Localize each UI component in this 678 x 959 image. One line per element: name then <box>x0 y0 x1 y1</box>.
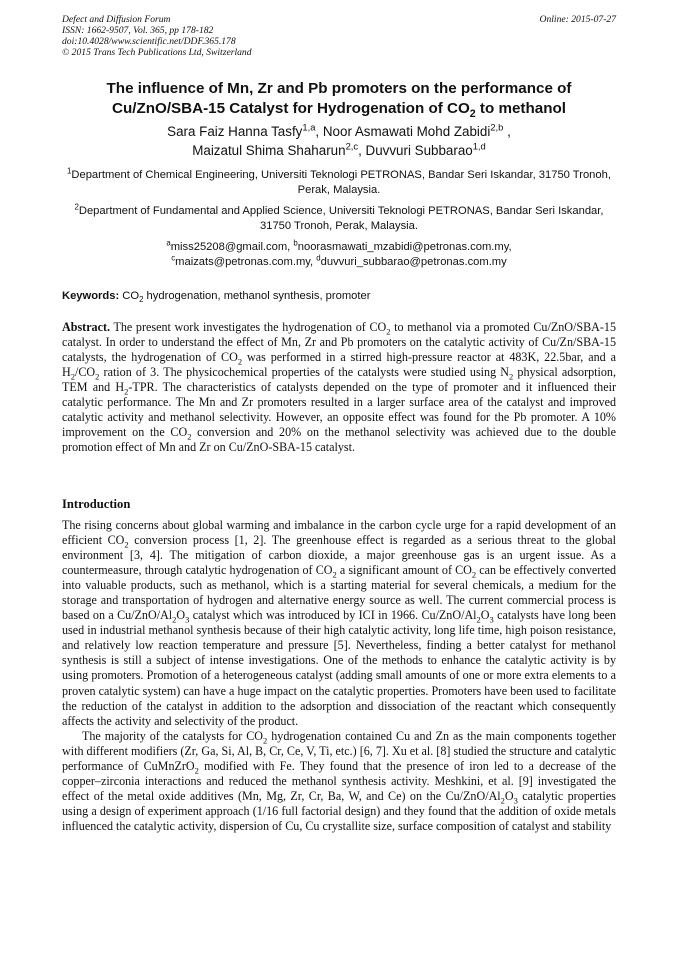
paragraph: The majority of the catalysts for $CO_2$ hydrogenation contained Cu and Zn as the main components together with different modifiers (Zr, Ga, Si, Al, B, Cr, Ce, V, Ti, etc.) [6, 7]. Xu et al. [8] studied the structure and catalytic performance of CuMnZrO$_2$ modified with Fe. They found that the presence of iron led to a decrease of the copper–zirconia interactions and reduced the methanol synthesis activity. Meshkini, et al. [9] investigated the effect of the metal oxide additives (Mn, Mg, Zr, Cr, Ba, W, and Ce) on the $Cu/ZnO/Al_2O_3$ catalytic properties using a design of experiment approach (1/16 full factorial design) and they found that the addition of oxide metals influenced the catalytic activity, dispersion of Cu, Cu crystallite size, surface composition of catalyst and stability <box>62 728 616 833</box>
title-line-1: The influence of Mn, Zr and Pb promoters on the performance of <box>106 80 572 97</box>
journal-doi[interactable]: doi:10.4028/www.scientific.net/DDF.365.178 <box>62 36 236 47</box>
abstract-label: Abstract. <box>62 320 111 334</box>
email-link[interactable]: maizats@petronas.com.my <box>175 255 311 268</box>
section-heading-introduction: Introduction <box>62 497 131 511</box>
author-name: Maizatul Shima Shaharun <box>192 143 346 158</box>
author-line-1: Sara Faiz Hanna Tasfy$^{1,a}$, Noor Asmawati Mohd Zabidi$^{2,b}$ , <box>167 122 511 139</box>
affiliation-1: $^1$Department of Chemical Engineering, Universiti Teknologi PETRONAS, Bandar Seri Iskandar, 31750 Tronoh, Perak, Malaysia. <box>67 166 611 196</box>
author-line-2: Maizatul Shima Shaharun$^{2,c}$, Duvvuri Subbarao$^{1,d}$ <box>192 141 486 158</box>
author-marker: 2,c <box>345 141 359 152</box>
author-marker: 2,b <box>490 122 504 133</box>
email-link[interactable]: noorasmawati_mzabidi@petronas.com.my <box>297 241 509 253</box>
email-line-1: $^a$miss25208@gmail.com, $^b$noorasmawati_mzabidi@petronas.com.my, <box>166 238 512 253</box>
affiliation-2: $^2$Department of Fundamental and Applied Science, Universiti Teknologi PETRONAS, Bandar Seri Iskandar, 31750 Tronoh, Perak, Malaysia. <box>74 202 604 232</box>
email-link[interactable]: duvvuri_subbarao@petronas.com.my <box>320 255 507 268</box>
journal-header <box>62 14 616 58</box>
keywords-label: Keywords: <box>62 290 120 302</box>
author-name: Duvvuri Subbarao <box>365 143 473 158</box>
author-emails <box>62 240 616 269</box>
author-name: Noor Asmawati Mohd Zabidi <box>322 124 491 139</box>
keywords: Keywords: $CO_2$ hydrogenation, methanol synthesis, promoter <box>62 290 371 305</box>
email-line-2: $^c$maizats@petronas.com.my, $^d$duvvuri_subbarao@petronas.com.my <box>171 252 507 268</box>
title-line-2: Cu/ZnO/SBA-15 Catalyst for Hydrogenation of $CO_2$ to methanol <box>112 100 566 121</box>
author-marker: 1,a <box>302 122 316 133</box>
paper-title <box>62 79 616 119</box>
journal-name: Defect and Diffusion Forum <box>62 14 171 25</box>
author-list <box>62 122 616 160</box>
journal-copyright: © 2015 Trans Tech Publications Ltd, Switzerland <box>62 47 252 58</box>
online-date: Online: 2015-07-27 <box>539 14 616 25</box>
author-marker: 1,d <box>472 141 486 152</box>
email-link[interactable]: miss25208@gmail.com <box>170 241 288 253</box>
abstract: Abstract. The present work investigates the hydrogenation of $CO_2$ to methanol via a promoted Cu/ZnO/SBA-15 catalyst. In order to understand the effect of Mn, Zr and Pb promoters on the catalytic activity of Cu/Zn/SBA-15 catalysts, the hydrogenation of $CO_2$ was performed in a stirred high-pressure reactor at 483K, 22.5bar, and a $H_2/CO_2$ ration of 3. The physicochemical properties of the catalysts were studied using $N_2$ physical adsorption, TEM and $H_2$-TPR. The characteristics of catalysts depended on the type of promoter and it influenced their catalytic performance. The Mn and Zr promoters resulted in a larger surface area of the catalyst and improved catalytic activity and methanol selectivity. However, an opposite effect was found for the Pb promoter. A 10% improvement on the $CO_2$ conversion and 20% on the methanol selectivity was achieved due to the double promotion effect of Mn and Zr on Cu/ZnO-SBA-15 catalyst. <box>62 320 616 454</box>
paragraph: The rising concerns about global warming and imbalance in the carbon cycle urge for a rapid development of an efficient $CO_2$ conversion process [1, 2]. The greenhouse effect is regarded as a serious threat to the global environment [3, 4]. The mitigation of carbon dioxide, a major greenhouse gas is an urgent issue. As a countermeasure, through catalytic hydrogenation of $CO_2$ a significant amount of $CO_2$ can be effectively converted into valuable products, such as methanol, which is a starting material for several chemicals, a medium for the storage and transportation of hydrogen and alternative energy source as well. The current commercial process is based on a $Cu/ZnO/Al_2O_3$ catalyst which was introduced by ICI in 1966. $Cu/ZnO/Al_2O_3$ catalysts have long been used in industrial methanol synthesis because of their high catalytic activity, long life time, high poison resistance, and relatively low reaction temperature and pressure [5]. Nevertheless, finding a better catalyst for methanol synthesis is still a subject of intense investigations. One of the methods to enhance the catalytic activity is by using promoters. Promotion of a heterogeneous catalyst (adding small amounts of one or more extra elements to a proven catalytic system) can have a huge impact on the catalytic properties. Promoters have been used to facilitate the reduction of the catalyst in addition to the adsorption and dissociation of the reactant which consequently affects the activity and selectivity of the product. <box>62 518 616 728</box>
introduction-body <box>62 518 616 834</box>
author-name: Sara Faiz Hanna Tasfy <box>167 124 303 139</box>
journal-issn: ISSN: 1662-9507, Vol. 365, pp 178-182 <box>62 25 214 36</box>
